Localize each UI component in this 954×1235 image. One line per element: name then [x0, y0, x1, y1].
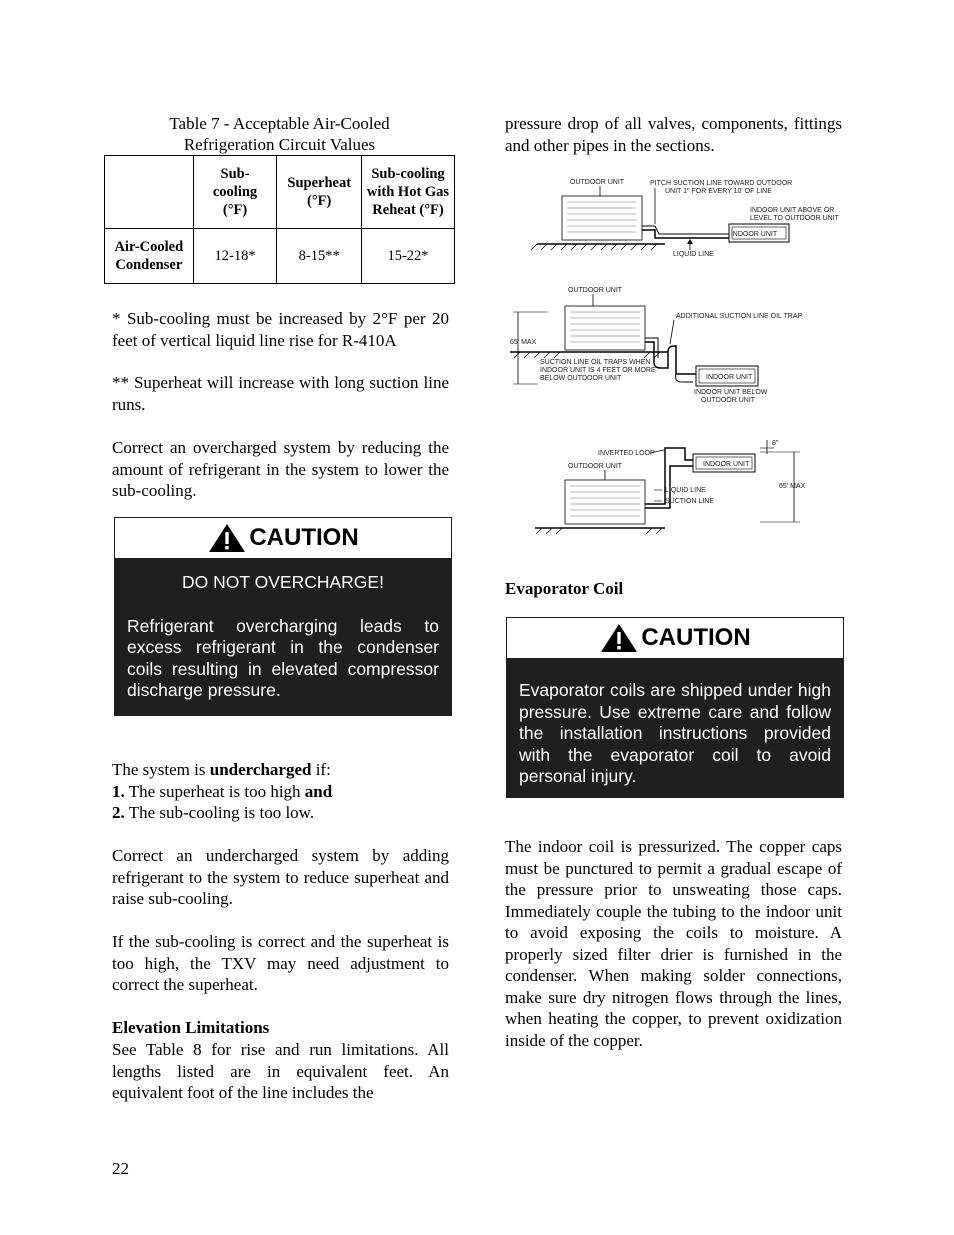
liquid-line-label: LIQUID LINE: [673, 251, 714, 258]
caution-body: Evaporator coils are shipped under high pressure. Use extreme care and follow the installation instructions provided with the evaporator coil to avoid personal injury.: [519, 680, 831, 786]
caution-box-overcharge: [114, 517, 452, 716]
caution-box-evaporator: [506, 617, 844, 798]
traps-label-2: INDOOR UNIT IS 4 FEET OR MORE: [540, 367, 656, 374]
indoor-unit-label: INDOOR UNIT: [730, 231, 778, 238]
outdoor-unit-label: OUTDOOR UNIT: [570, 179, 625, 186]
traps-label-1: SUCTION LINE OIL TRAPS WHEN: [540, 359, 651, 366]
outdoor-unit-label: OUTDOOR UNIT: [568, 463, 623, 470]
undercharged-paragraph: Correct an undercharged system by adding refrigerant to the system to reduce superheat and raise sub-cooling.: [112, 846, 449, 908]
indoor-unit-label: INDOOR UNIT: [703, 461, 750, 468]
row-label-text: Air-Cooled Condenser: [114, 239, 184, 273]
indoor-coil-paragraph: The indoor coil is pressurized. The copper caps must be punctured to permit a gradual escape of the pressure prior to unsweating those caps. Immediately couple the tubing to the indoor unit to avoid exposing the coils to moisture. A properly sized filter drier is furnished in the condenser. When making solder connections, make sure dry nitrogen flows through the lines, when heating the copper, to prevent oxidization inside of the copper.: [505, 837, 842, 1050]
caution-title: CAUTION: [641, 624, 751, 651]
table-header-superheat: [277, 156, 362, 229]
table-header-empty: [105, 156, 194, 229]
subcooling-note: * Sub-cooling must be increased by 2°F per 20 feet of vertical liquid line rise for R-410A: [112, 309, 449, 350]
overcharged-paragraph: Correct an overcharged system by reducing the amount of refrigerant in the system to lower the sub-cooling.: [112, 438, 449, 500]
list-item: [112, 802, 449, 824]
evaporator-heading: Evaporator Coil: [505, 579, 624, 598]
undercharged-list: [112, 759, 449, 824]
table-header-hot-gas-reheat: [362, 156, 455, 229]
list-text: The sub-cooling is too low.: [124, 803, 315, 822]
table-caption: [104, 113, 455, 155]
intro-text-end: if:: [311, 760, 331, 779]
caution-subtitle: DO NOT OVERCHARGE!: [182, 572, 384, 592]
list-number: 1.: [112, 781, 125, 801]
liquid-line-label: LIQUID LINE: [665, 487, 706, 494]
piping-diagram-indoor-below: [508, 282, 808, 407]
warning-triangle-icon: [207, 522, 247, 554]
header-text: Superheat (°F): [287, 175, 352, 209]
elevation-heading: Elevation Limitations: [112, 1018, 270, 1037]
superheat-note: ** Superheat will increase with long suction line runs.: [112, 373, 449, 414]
table-cell-subcooling: 12-18*: [193, 229, 277, 284]
list-item: [112, 781, 449, 803]
table-caption-line1: Table 7 - Acceptable Air-Cooled: [169, 114, 390, 133]
elevation-paragraph: See Table 8 for rise and run limitations. All lengths listed are in equivalent feet. An equivalent foot of the line includes the: [112, 1040, 449, 1102]
intro-bold: undercharged: [209, 760, 312, 779]
list-text: The superheat is too high: [124, 781, 305, 801]
max-height-label: 65' MAX: [779, 483, 806, 490]
caution-header: [115, 518, 451, 558]
caution-header: [507, 618, 843, 658]
piping-diagram-indoor-above: [525, 172, 839, 262]
piping-diagram-inverted-loop: [530, 436, 815, 536]
below-label-2: OUTDOOR UNIT: [701, 397, 756, 404]
header-text: Sub-cooling (°F): [212, 166, 258, 218]
inverted-loop-label: INVERTED LOOP: [598, 450, 655, 457]
refrigeration-values-table: [104, 155, 455, 284]
above-label-2: LEVEL TO OUTDOOR UNIT: [750, 215, 839, 222]
suction-line-label: SUCTION LINE: [665, 498, 715, 505]
page-number: 22: [112, 1159, 129, 1178]
table-header-subcooling: [193, 156, 277, 229]
above-label-1: INDOOR UNIT ABOVE OR: [750, 207, 835, 214]
outdoor-unit-label: OUTDOOR UNIT: [568, 287, 623, 294]
txv-paragraph: If the sub-cooling is correct and the superheat is too high, the TXV may need adjustment to correct the superheat.: [112, 932, 449, 994]
continued-paragraph: pressure drop of all valves, components, fittings and other pipes in the sections.: [505, 114, 842, 155]
below-label-1: INDOOR UNIT BELOW: [694, 389, 768, 396]
table-cell-superheat: 8-15**: [277, 229, 362, 284]
header-text: Sub-cooling with Hot Gas Reheat (°F): [366, 166, 450, 218]
caution-body: Refrigerant overcharging leads to excess refrigerant in the condenser coils resulting in elevated compressor discharge pressure.: [127, 615, 439, 700]
pitch-label-2: UNIT 1" FOR EVERY 10' OF LINE: [665, 188, 772, 195]
table-cell-hot-gas: 15-22*: [362, 229, 455, 284]
traps-label-3: BELOW OUTDOOR UNIT: [540, 375, 622, 382]
caution-title: CAUTION: [249, 524, 359, 551]
indoor-unit-label: INDOOR UNIT: [706, 374, 753, 381]
table-row-label: [105, 229, 194, 284]
max-height-label: 65' MAX: [510, 339, 537, 346]
oil-trap-label: ADDITIONAL SUCTION LINE OIL TRAP: [676, 313, 803, 320]
undercharged-intro: [112, 759, 449, 781]
intro-text: The system is: [112, 760, 210, 779]
table-caption-line2: Refrigeration Circuit Values: [183, 135, 376, 154]
pitch-label-1: PITCH SUCTION LINE TOWARD OUTDOOR: [650, 180, 793, 187]
list-number: 2.: [112, 803, 125, 822]
list-and: and: [304, 781, 333, 801]
warning-triangle-icon: [599, 622, 639, 654]
eight-inch-label: 8": [772, 440, 779, 447]
